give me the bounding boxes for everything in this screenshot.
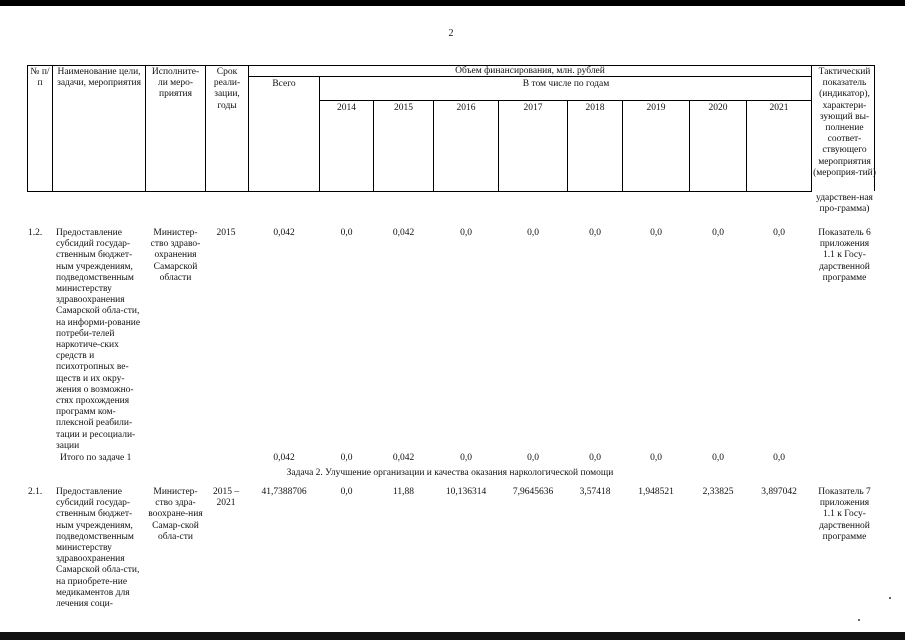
row-indicator: Показатель 6 приложения 1.1 к Госу-дарственной программе xyxy=(818,228,871,283)
subtotal-total: 0,042 xyxy=(273,453,295,463)
header-year-2017: 2017 xyxy=(523,103,543,113)
grid-bottom-line xyxy=(27,191,812,192)
row-value-2017: 0,0 xyxy=(527,228,539,238)
header-col-indicator: Тактический показатель (индикатор), характери-зующий вы-полнение соответ-ствующего мероприятия (мероприя-тий) xyxy=(813,67,876,178)
grid-vline xyxy=(145,65,146,191)
row-value-2015: 11,88 xyxy=(392,487,415,497)
row-indicator: Показатель 7 приложения 1.1 к Госу-дарственной программе xyxy=(818,487,871,542)
row-executor: Министер-ство здра-воохране-ния Самар-ской обла-сти xyxy=(148,487,203,542)
grid-vline xyxy=(205,65,206,191)
grid-vline xyxy=(248,65,249,191)
header-col-executor: Исполните-ли меро-приятия xyxy=(151,67,200,100)
row-term: 2015 xyxy=(216,228,236,238)
header-year-2015: 2015 xyxy=(394,103,413,113)
row-term: 2015 – 2021 xyxy=(212,487,240,509)
subtotal-value-2018: 0,0 xyxy=(589,453,601,463)
header-year-2020: 2020 xyxy=(708,103,728,113)
grid-years-line xyxy=(319,100,811,101)
header-col-total: Всего xyxy=(272,79,296,89)
header-col-term: Срок реали-зации, годы xyxy=(213,67,241,111)
row-value-2018: 3,57418 xyxy=(579,487,611,497)
row-number: 1.2. xyxy=(28,228,43,238)
header-year-2014: 2014 xyxy=(337,103,356,113)
subtotal-value-2021: 0,0 xyxy=(773,453,785,463)
header-year-2016: 2016 xyxy=(456,103,476,113)
header-year-2018: 2018 xyxy=(585,103,605,113)
row-value-2020: 0,0 xyxy=(712,228,724,238)
grid-vline xyxy=(52,65,53,191)
row-total: 41,7388706 xyxy=(261,487,307,497)
header-col-funding: Объем финансирования, млн. рублей xyxy=(455,66,605,76)
scan-bottom-border xyxy=(0,632,905,640)
row-executor: Министер-ство здраво-охранения Самарской области xyxy=(150,228,201,283)
subtotal-value-2014: 0,0 xyxy=(340,453,353,463)
scan-speck xyxy=(858,619,860,621)
row-number: 2.1. xyxy=(28,487,43,497)
row-value-2017: 7,9645636 xyxy=(512,487,554,497)
row-value-2021: 0,0 xyxy=(773,228,785,238)
row-value-2016: 0,0 xyxy=(460,228,472,238)
scan-speck xyxy=(889,597,891,599)
row-value-2014: 0,0 xyxy=(340,228,353,238)
subtotal-value-2017: 0,0 xyxy=(527,453,539,463)
row-value-2014: 0,0 xyxy=(340,487,353,497)
indicator-overflow: ударствен-ная про-грамма) xyxy=(816,193,873,215)
header-col-name: Наименование цели, задачи, мероприятия xyxy=(57,67,141,89)
row-value-2018: 0,0 xyxy=(589,228,601,238)
subtotal-label: Итого по задаче 1 xyxy=(60,453,132,463)
grid-vline xyxy=(319,76,320,191)
subtotal-value-2020: 0,0 xyxy=(712,453,724,463)
subtotal-value-2016: 0,0 xyxy=(460,453,472,463)
row-value-2019: 1,948521 xyxy=(638,487,674,497)
task2-heading: Задача 2. Улучшение организации и качества оказания наркологической помощи xyxy=(286,468,614,478)
row-value-2015: 0,042 xyxy=(392,228,415,238)
page-number: 2 xyxy=(448,28,454,39)
header-col-years-group: В том числе по годам xyxy=(522,79,610,89)
row-name: Предоставление субсидий государ-ственным бюджет-ным учреждениям, подведомственным министерству здравоохранения Самарской обла-сти, на информи-рование потреби-телей наркотиче-ских средств и психотропных ве-ществ и их окру-жения о возможно-стях прохождения программ ком-плексной реабили-тации и ресоциали-зации xyxy=(56,228,141,451)
header-year-2021: 2021 xyxy=(769,103,789,113)
subtotal-value-2015: 0,042 xyxy=(392,453,415,463)
header-year-2019: 2019 xyxy=(646,103,666,113)
subtotal-value-2019: 0,0 xyxy=(650,453,662,463)
row-total: 0,042 xyxy=(273,228,295,238)
grid-vline xyxy=(811,65,812,191)
scan-top-border xyxy=(0,0,905,6)
row-value-2019: 0,0 xyxy=(650,228,662,238)
row-value-2021: 3,897042 xyxy=(761,487,797,497)
header-col-no: № п/п xyxy=(30,67,50,89)
row-name: Предоставление субсидий государ-ственным бюджет-ным учреждениям, подведомственным министерству здравоохранения Самарской обла-сти, на приобрете-ние медикаментов для лечения соци- xyxy=(56,487,140,610)
row-value-2016: 10,136314 xyxy=(445,487,487,497)
row-value-2020: 2,33825 xyxy=(702,487,734,497)
